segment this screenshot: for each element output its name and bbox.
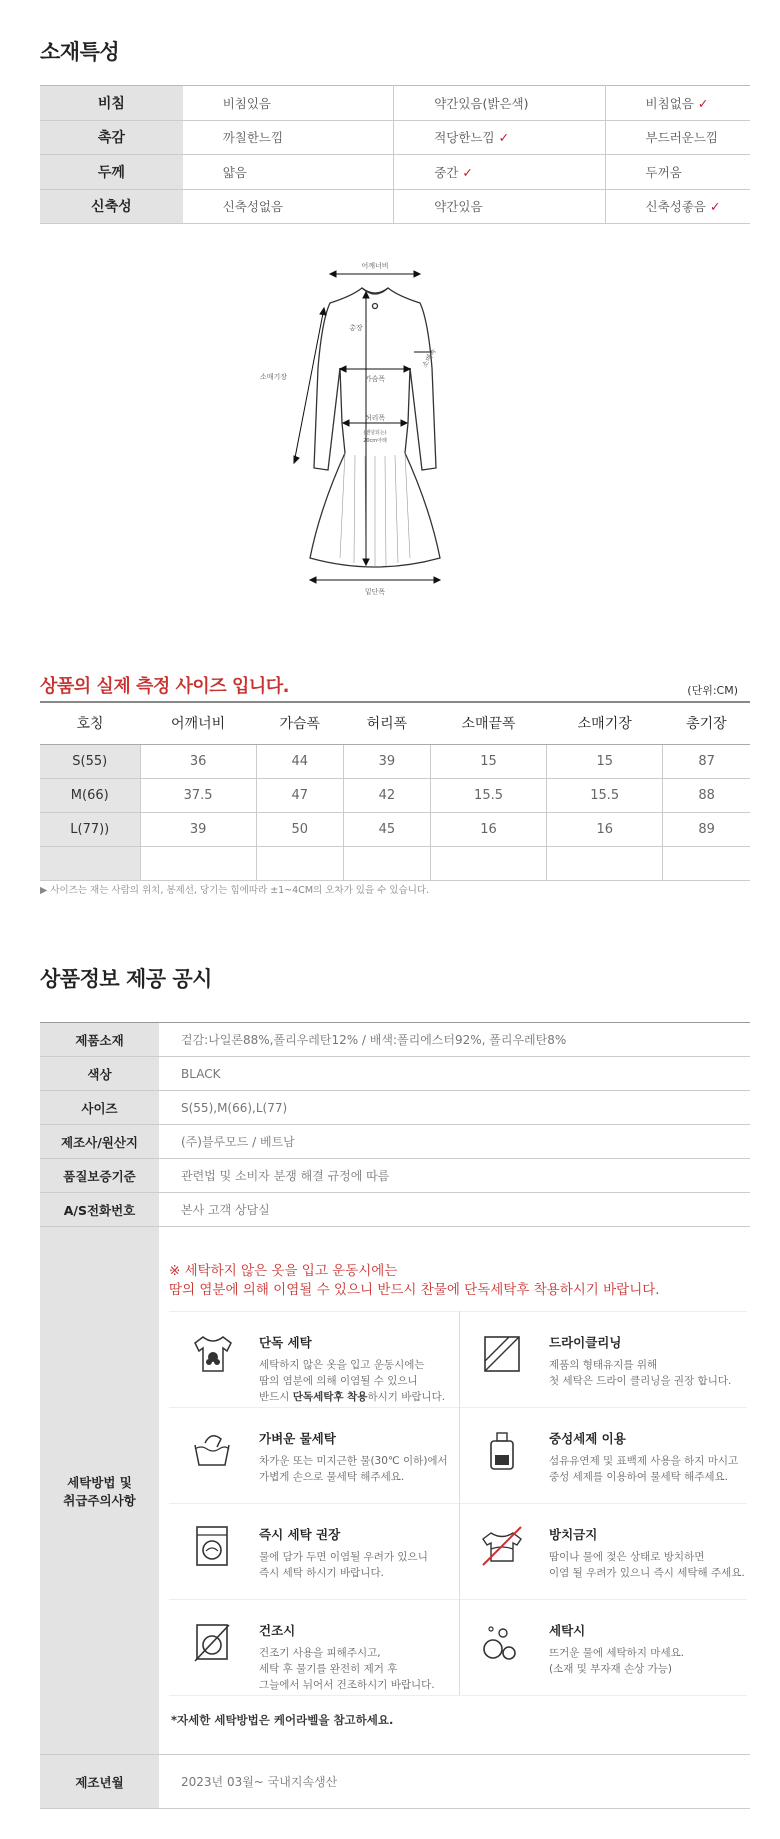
info-row (40, 1057, 750, 1091)
size-cell: 42 (343, 778, 430, 812)
size-cell: 36 (140, 744, 256, 778)
care-content (159, 1227, 750, 1755)
care-item-desc (259, 1357, 459, 1405)
care-item (169, 1311, 458, 1407)
material-row-label: 촉감 (40, 120, 183, 155)
size-header-cell: 가슴폭 (256, 702, 343, 744)
info-table (40, 1022, 750, 1809)
material-title: 소재특성 (40, 40, 120, 64)
info-row-label: 색상 (40, 1057, 159, 1091)
info-title: 상품정보 제공 공시 (40, 967, 212, 991)
care-desc-line (259, 1389, 459, 1405)
material-option (605, 155, 750, 190)
size-header-cell: 총기장 (663, 702, 750, 744)
care-item-title: 중성세제 이용 (549, 1431, 626, 1446)
size-unit: (단위:CM) (687, 684, 738, 697)
size-cell: 89 (663, 812, 750, 846)
care-item-title: 세탁시 (549, 1623, 586, 1638)
care-desc-line: 건조기 사용을 피해주시고, (259, 1647, 381, 1659)
care-label-line: 세탁방법 및 (67, 1474, 132, 1490)
care-item-title: 즉시 세탁 권장 (259, 1527, 341, 1542)
care-desc-line: 즉시 세탁 하시기 바랍니다. (259, 1567, 384, 1579)
care-desc-line: 차가운 또는 미지근한 물(30℃ 이하)에서 (259, 1455, 448, 1467)
care-desc-line: 중성 세제를 이용하여 물세탁 해주세요. (549, 1471, 728, 1483)
info-row-value: (주)블루모드 / 베트남 (159, 1125, 750, 1159)
size-cell: 37.5 (140, 778, 256, 812)
size-row-label: L(77)) (40, 812, 140, 846)
care-item-desc (259, 1453, 459, 1485)
info-row-value: 본사 고객 상담실 (159, 1193, 750, 1227)
care-item-title: 드라이클리닝 (549, 1335, 622, 1350)
info-row (40, 1023, 750, 1057)
care-warning-line: 땀의 염분에 의해 이염될 수 있으니 반드시 찬물에 단독세탁후 착용하시기 바랍니다. (169, 1282, 660, 1298)
material-option (394, 155, 605, 190)
care-desc-emphasis: 단독세탁후 착용 (292, 1391, 368, 1403)
size-cell: 87 (663, 744, 750, 778)
size-table (40, 701, 750, 881)
care-desc-part: 반드시 (259, 1391, 293, 1403)
size-row-label: S(55) (40, 744, 140, 778)
diagram-shoulder-label: 어깨너비 (361, 262, 389, 270)
material-option-label: 비침없음 (645, 95, 694, 111)
size-cell: 16 (430, 812, 546, 846)
bubbles-icon (479, 1619, 525, 1665)
care-desc-part: 하시기 바랍니다. (367, 1391, 446, 1403)
material-option-label: 약간있음 (434, 199, 483, 215)
info-row (40, 1193, 750, 1227)
size-title: 상품의 실제 측정 사이즈 입니다. (40, 676, 289, 697)
material-option-label: 신축성좋음 (645, 199, 706, 215)
detergent-icon (479, 1427, 525, 1473)
material-option-label: 비침있음 (222, 95, 271, 111)
size-cell: 50 (256, 812, 343, 846)
material-option (183, 155, 394, 190)
size-row (40, 846, 750, 880)
care-item (459, 1503, 748, 1599)
info-row-label: 제품소재 (40, 1023, 159, 1057)
material-option (605, 120, 750, 155)
material-option (394, 86, 605, 121)
diagram-total-length-label: 총장 (349, 324, 363, 332)
size-cell: 39 (343, 744, 430, 778)
care-desc-line: 세탁하지 않은 옷을 입고 운동시에는 (259, 1359, 425, 1371)
checkmark-icon: ✓ (462, 164, 473, 180)
size-cell (663, 846, 750, 880)
divider (169, 1695, 747, 1696)
care-warning-line: ※ 세탁하지 않은 옷을 입고 운동시에는 (169, 1263, 398, 1279)
size-header-cell: 어깨너비 (140, 702, 256, 744)
care-footnote: *자세한 세탁방법은 케어라벨을 참고하세요. (171, 1713, 394, 1727)
care-desc-line: 제품의 형태유지를 위해 (549, 1359, 658, 1371)
info-row-value: BLACK (159, 1057, 750, 1091)
size-header-cell: 소매기장 (547, 702, 663, 744)
size-cell (430, 846, 546, 880)
info-row (40, 1755, 750, 1809)
care-warning (169, 1262, 660, 1300)
material-option (394, 189, 605, 224)
size-header-cell: 호칭 (40, 702, 140, 744)
info-row-value: 겉감:나일론88%,폴리우레탄12% / 배색:폴리에스터92%, 폴리우레탄8% (159, 1023, 750, 1057)
material-option-label: 중간 (434, 164, 459, 180)
care-desc-line: 첫 세탁은 드라이 클리닝을 권장 합니다. (549, 1375, 732, 1387)
size-row (40, 744, 750, 778)
material-option-label: 얇음 (222, 164, 247, 180)
size-cell: 45 (343, 812, 430, 846)
material-option (183, 189, 394, 224)
checkmark-icon: ✓ (697, 95, 709, 111)
size-header-cell: 허리폭 (343, 702, 430, 744)
care-item-title: 건조시 (259, 1623, 296, 1638)
material-table (40, 85, 750, 224)
info-row-label: 사이즈 (40, 1091, 159, 1125)
made-label: 제조년월 (40, 1755, 159, 1809)
care-label-line: 취급주의사항 (63, 1492, 136, 1508)
care-item-title: 가벼운 물세탁 (259, 1431, 336, 1446)
care-desc-line: (소재 및 부자재 손상 가능) (549, 1663, 672, 1675)
care-desc-line: 땀이나 물에 젖은 상태로 방치하면 (549, 1551, 705, 1563)
size-row (40, 778, 750, 812)
size-cell: 44 (256, 744, 343, 778)
size-header-cell: 소매끝폭 (430, 702, 546, 744)
made-value: 2023년 03월~ 국내지속생산 (159, 1755, 750, 1809)
size-header-row (40, 702, 750, 744)
material-option-label: 부드러운느낌 (645, 130, 718, 146)
size-cell: 47 (256, 778, 343, 812)
size-row-label: M(66) (40, 778, 140, 812)
hand-wash-icon (189, 1427, 235, 1473)
care-item-title: 방치금지 (549, 1527, 598, 1542)
material-row (40, 189, 750, 224)
size-cell: 15.5 (430, 778, 546, 812)
care-desc-line: 땀의 염분에 의해 이염될 수 있으니 (259, 1375, 418, 1387)
material-option (183, 86, 394, 121)
care-desc-line: 뜨거운 물에 세탁하지 마세요. (549, 1647, 685, 1659)
measurement-diagram (250, 258, 500, 598)
care-item-desc (549, 1645, 749, 1677)
no-soak-icon (479, 1523, 525, 1569)
care-item (459, 1311, 748, 1407)
size-cell (547, 846, 663, 880)
checkmark-icon: ✓ (498, 130, 510, 146)
care-item (169, 1599, 458, 1695)
info-row (40, 1159, 750, 1193)
info-row (40, 1091, 750, 1125)
diagram-hem-label: 밑단폭 (364, 588, 386, 596)
care-item (459, 1599, 748, 1695)
size-cell (343, 846, 430, 880)
size-cell (140, 846, 256, 880)
material-row-label: 두께 (40, 155, 183, 190)
care-desc-line: 이염 될 우려가 있으니 즉시 세탁해 주세요. (549, 1567, 745, 1579)
material-row (40, 120, 750, 155)
care-desc-line: 세탁 후 물기를 완전히 제거 후 (259, 1663, 398, 1675)
size-cell: 15 (430, 744, 546, 778)
care-item-desc (549, 1549, 749, 1581)
care-item-title: 단독 세탁 (259, 1335, 312, 1350)
diagram-waist-note2: 20cm아래 (363, 438, 387, 444)
material-option-label: 까칠한느낌 (222, 130, 284, 146)
material-option-label: 두꺼움 (645, 164, 682, 180)
material-row-label: 비침 (40, 86, 183, 121)
info-row-label: A/S전화번호 (40, 1193, 159, 1227)
material-row-label: 신축성 (40, 189, 183, 224)
tshirt-icon (189, 1331, 235, 1377)
diagram-waist-note1: (밴딩되는) (363, 430, 387, 436)
material-option (605, 86, 750, 121)
material-option (394, 120, 605, 155)
care-label (40, 1227, 159, 1755)
size-cell: 16 (547, 812, 663, 846)
care-desc-line: 섬유유연제 및 표백제 사용을 하지 마시고 (549, 1455, 739, 1467)
info-row (40, 1125, 750, 1159)
diagram-chest-label: 가슴폭 (364, 375, 386, 383)
care-desc-line: 가볍게 손으로 물세탁 해주세요. (259, 1471, 405, 1483)
care-item (169, 1503, 458, 1599)
checkmark-icon: ✓ (709, 199, 721, 215)
info-row-label: 제조사/원산지 (40, 1125, 159, 1159)
material-row (40, 155, 750, 190)
diagram-waist-label: 허리폭 (364, 414, 386, 422)
size-cell (256, 846, 343, 880)
diagram-sleeve-length-label: 소매기장 (260, 373, 288, 381)
care-item (459, 1407, 748, 1503)
material-option-label: 약간있음(밝은색) (434, 95, 529, 111)
size-cell: 15.5 (547, 778, 663, 812)
material-option-label: 신축성없음 (222, 199, 284, 215)
size-cell: 88 (663, 778, 750, 812)
material-option (605, 189, 750, 224)
care-item-desc (259, 1549, 459, 1581)
care-desc-line: 그늘에서 뉘어서 건조하시기 바랍니다. (259, 1679, 435, 1691)
care-item-desc (259, 1645, 459, 1693)
diagram-cuff-label: 소매폭 (420, 347, 438, 369)
care-desc-line: 물에 담가 두면 이염될 우려가 있으니 (259, 1551, 428, 1563)
size-cell: 15 (547, 744, 663, 778)
no-dryer-icon (189, 1619, 235, 1665)
material-row (40, 86, 750, 121)
dry-clean-icon (479, 1331, 525, 1377)
size-row (40, 812, 750, 846)
size-cell: 39 (140, 812, 256, 846)
material-option-label: 적당한느낌 (434, 130, 495, 146)
care-item (169, 1407, 458, 1503)
info-row-value: 관련법 및 소비자 분쟁 해결 규정에 따름 (159, 1159, 750, 1193)
size-note: ▶ 사이즈는 재는 사람의 위치, 봉제선, 당기는 힘에따라 ±1~4CM의 오차가 있을 수 있습니다. (40, 885, 430, 896)
washing-machine-icon (189, 1523, 235, 1569)
info-row-value: S(55),M(66),L(77) (159, 1091, 750, 1125)
material-option (183, 120, 394, 155)
care-item-desc (549, 1357, 749, 1389)
info-row-label: 품질보증기준 (40, 1159, 159, 1193)
size-row-label (40, 846, 140, 880)
care-item-desc (549, 1453, 749, 1485)
care-row (40, 1227, 750, 1755)
